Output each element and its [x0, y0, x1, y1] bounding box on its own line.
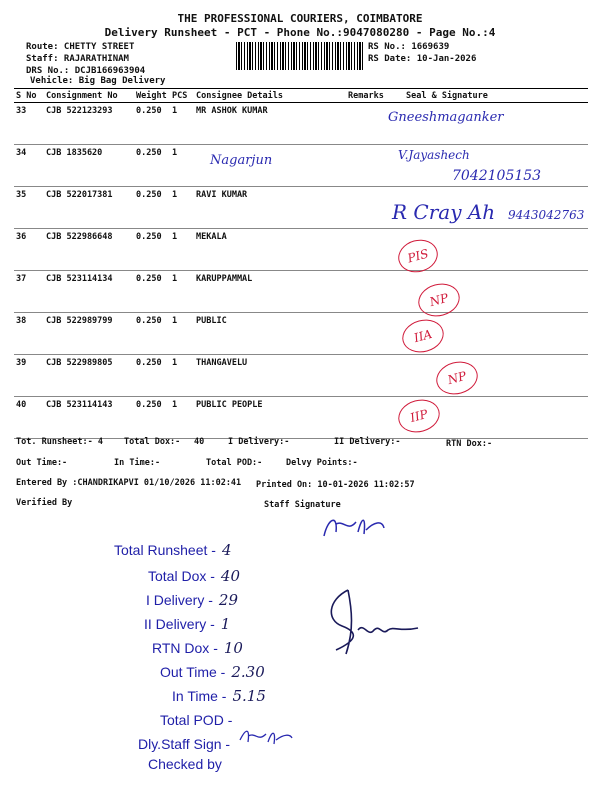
stamp-label: I Delivery - [146, 592, 213, 608]
row-pcs: 1 [170, 355, 194, 397]
route-label: Route: CHETTY STREET [26, 42, 135, 52]
stamp-value: 29 [218, 591, 238, 609]
row-weight: 0.250 [134, 103, 170, 145]
row-remarks [346, 397, 404, 439]
stamp-row [160, 662, 265, 681]
row-consignment-no: CJB 523114134 [44, 271, 134, 313]
col-pcs: PCS [170, 89, 194, 103]
signature-34: V.Jayashech [398, 148, 470, 162]
stamp-label: In Time - [172, 688, 227, 704]
remark-37-text: NP [428, 290, 450, 310]
delvy-points-label: Delvy Points:- [286, 458, 358, 468]
stamp-value: 10 [223, 639, 243, 657]
col-weight: Weight [134, 89, 170, 103]
table-row [14, 313, 588, 355]
row-seal-signature [404, 355, 588, 397]
vehicle-label: Vehicle: Big Bag Delivery [30, 76, 166, 86]
remark-39-text: NP [446, 368, 468, 388]
row-sno: 34 [14, 145, 44, 187]
row-weight: 0.250 [134, 271, 170, 313]
row-sno: 33 [14, 103, 44, 145]
staff-label: Staff: RAJARATHINAM [26, 54, 129, 64]
drs-label: DRS No.: DCJB166963904 [26, 66, 146, 76]
stamp-row [114, 540, 232, 559]
col-consignment: Consignment No [44, 89, 134, 103]
row-consignment-no: CJB 522986648 [44, 229, 134, 271]
row-consignment-no: CJB 522989799 [44, 313, 134, 355]
total-dox-label: Total Dox:- [124, 437, 181, 447]
phone-34: 7042105153 [452, 168, 542, 184]
stamp-row [148, 566, 240, 585]
in-time-label: In Time:- [114, 458, 161, 468]
rtn-dox-label: RTN Dox:- [446, 439, 493, 449]
row-consignee: MEKALA [194, 229, 346, 271]
stamp-row [172, 686, 266, 705]
row-weight: 0.250 [134, 187, 170, 229]
table-row [14, 187, 588, 229]
stamp-label: Total POD - [160, 712, 233, 728]
runsheet-table [14, 88, 588, 439]
stamp-label: II Delivery - [144, 616, 215, 632]
stamp-row [152, 638, 243, 657]
row-pcs: 1 [170, 187, 194, 229]
entered-by: Entered By :CHANDRIKAPVI 01/10/2026 11:02:41 [16, 478, 242, 488]
stamp-value: 1 [220, 615, 231, 633]
row-weight: 0.250 [134, 355, 170, 397]
col-consignee: Consignee Details [194, 89, 346, 103]
tot-runsheet: Tot. Runsheet:- 4 [16, 437, 103, 447]
stamp-value: 2.30 [231, 663, 265, 681]
staff-signature-label: Staff Signature [264, 500, 341, 510]
verified-by: Verified By [16, 498, 73, 508]
table-header-row [14, 89, 588, 103]
printed-on: Printed On: 10-01-2026 11:02:57 [256, 480, 415, 490]
staff-signature-drawing [318, 510, 388, 544]
barcode [236, 42, 364, 70]
row-pcs: 1 [170, 145, 194, 187]
col-remarks: Remarks [346, 89, 404, 103]
row-consignee: RAVI KUMAR [194, 187, 346, 229]
stamp-value: 4 [221, 541, 232, 559]
row-sno: 40 [14, 397, 44, 439]
row-remarks [346, 271, 404, 313]
stamp-row [146, 590, 238, 609]
row-sno: 39 [14, 355, 44, 397]
row-sno: 37 [14, 271, 44, 313]
col-seal-signature: Seal & Signature [404, 89, 588, 103]
row-sno: 36 [14, 229, 44, 271]
ii-delivery-label: II Delivery:- [334, 437, 401, 447]
row-consignee: PUBLIC PEOPLE [194, 397, 346, 439]
row-consignee: THANGAVELU [194, 355, 346, 397]
stamp-label: Out Time - [160, 664, 226, 680]
stamp-label: RTN Dox - [152, 640, 218, 656]
signature-35: R Cray Ah [392, 200, 496, 224]
row-sno: 38 [14, 313, 44, 355]
row-consignment-no: CJB 1835620 [44, 145, 134, 187]
handwritten-name-34: Nagarjun [210, 153, 273, 168]
signature-33: Gneeshmaganker [388, 110, 504, 125]
row-pcs: 1 [170, 103, 194, 145]
row-pcs: 1 [170, 313, 194, 355]
remark-38-text: IIA [412, 326, 434, 346]
row-consignee: PUBLIC [194, 313, 346, 355]
remark-36-text: PIS [406, 246, 430, 266]
row-weight: 0.250 [134, 313, 170, 355]
stamp-row [144, 614, 230, 633]
stamp-row [160, 710, 238, 729]
stamp-label: Total Runsheet - [114, 542, 216, 558]
dly-staff-sign-drawing [236, 724, 296, 748]
row-pcs: 1 [170, 229, 194, 271]
out-time-label: Out Time:- [16, 458, 68, 468]
row-weight: 0.250 [134, 145, 170, 187]
row-consignee: MR ASHOK KUMAR [194, 103, 346, 145]
rs-date: RS Date: 10-Jan-2026 [368, 54, 477, 64]
runsheet-subtitle: Delivery Runsheet - PCT - Phone No.:9047080280 - Page No.:4 [104, 26, 496, 39]
i-delivery-label: I Delivery:- [228, 437, 290, 447]
row-consignment-no: CJB 523114143 [44, 397, 134, 439]
stamp-label: Dly.Staff Sign - [138, 736, 231, 752]
stamp-label: Checked by [148, 756, 222, 772]
rs-no: RS No.: 1669639 [368, 42, 450, 52]
stamp-row [148, 754, 228, 773]
table-row [14, 229, 588, 271]
phone-35: 9443042763 [508, 208, 585, 222]
row-consignment-no: CJB 522123293 [44, 103, 134, 145]
row-consignment-no: CJB 522989805 [44, 355, 134, 397]
row-pcs: 1 [170, 271, 194, 313]
row-pcs: 1 [170, 397, 194, 439]
col-sno: S No [14, 89, 44, 103]
row-remarks [346, 229, 404, 271]
table-row [14, 397, 588, 439]
total-pod-label: Total POD:- [206, 458, 263, 468]
row-remarks [346, 313, 404, 355]
stamp-row [138, 734, 236, 753]
row-consignee: KARUPPAMMAL [194, 271, 346, 313]
row-weight: 0.250 [134, 229, 170, 271]
stamp-value: 40 [220, 567, 241, 585]
company-title: THE PROFESSIONAL COURIERS, COIMBATORE [177, 12, 423, 25]
row-sno: 35 [14, 187, 44, 229]
table-row [14, 355, 588, 397]
remark-40-text: IIP [408, 406, 430, 426]
table-row [14, 271, 588, 313]
row-remarks [346, 355, 404, 397]
row-consignment-no: CJB 522017381 [44, 187, 134, 229]
row-remarks [346, 145, 404, 187]
stamp-label: Total Dox - [148, 568, 215, 584]
total-dox-value: 40 [194, 437, 205, 447]
row-weight: 0.250 [134, 397, 170, 439]
checker-signature-drawing [318, 580, 428, 660]
stamp-value: 5.15 [232, 687, 266, 705]
